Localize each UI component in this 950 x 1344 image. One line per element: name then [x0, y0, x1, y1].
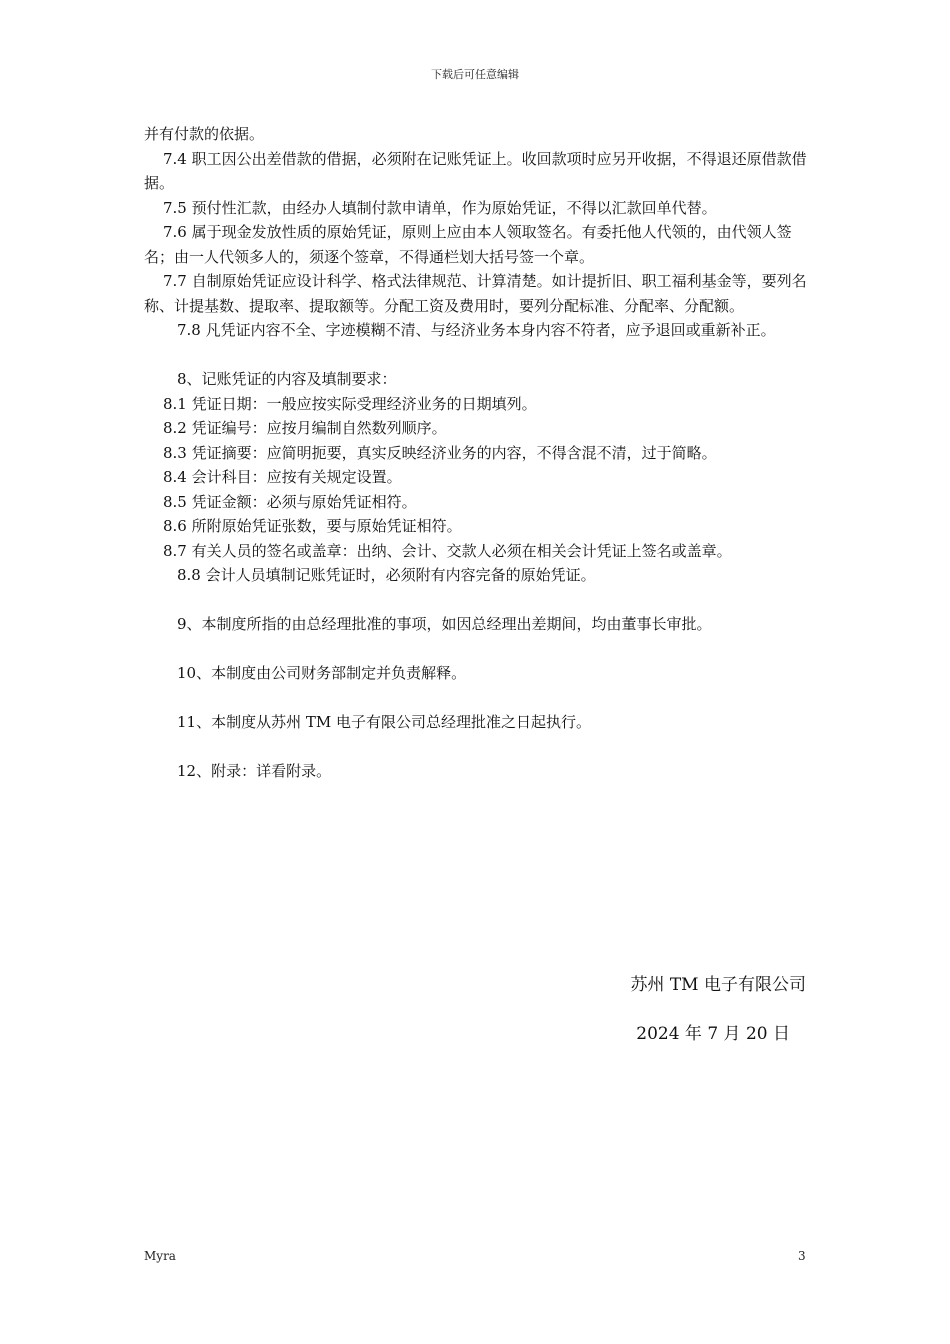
clause-7-5: 7.5 预付性汇款，由经办人填制付款申请单，作为原始凭证，不得以汇款回单代替。: [163, 198, 717, 217]
section-9: 9、本制度所指的由总经理批准的事项，如因总经理出差期间，均由董事长审批。: [177, 615, 712, 633]
signature-company: 苏州 TM 电子有限公司: [630, 975, 806, 995]
page-number: 3: [798, 1249, 806, 1263]
footer-author: Myra: [144, 1249, 176, 1263]
clause-7-7: 7.7 自制原始凭证应设计科学、格式法律规范、计算清楚。如计提折旧、职工福利基金等，要列名称、计提基数、提取率、提取额等。分配工资及费用时，要列分配标准、分配率、分配额。: [144, 272, 807, 315]
clause-7-6: 7.6 属于现金发放性质的原始凭证，原则上应由本人领取签名。有委托他人代领的，由代领人签名；由一人代领多人的，须逐个签章，不得通栏划大括号签一个章。: [144, 223, 792, 266]
clause-8-6: 8.6 所附原始凭证张数，要与原始凭证相符。: [163, 517, 462, 535]
clause-8-1: 8.1 凭证日期：一般应按实际受理经济业务的日期填列。: [163, 394, 537, 413]
clause-8-4: 8.4 会计科目：应按有关规定设置。: [163, 468, 402, 486]
clause-7-8: 7.8 凡凭证内容不全、字迹模糊不清、与经济业务本身内容不符者，应予退回或重新补正。: [177, 321, 776, 339]
section-10: 10、本制度由公司财务部制定并负责解释。: [177, 664, 467, 682]
clause-8-8: 8.8 会计人员填制记账凭证时，必须附有内容完备的原始凭证。: [177, 566, 596, 584]
document-body: [144, 122, 809, 784]
clause-8-5: 8.5 凭证金额：必须与原始凭证相符。: [163, 492, 417, 511]
section-12: 12、附录：详看附录。: [177, 762, 332, 780]
page-header: 下载后可任意编辑: [431, 68, 519, 81]
clause-7-4: 7.4 职工因公出差借款的借据，必须附在记账凭证上。收回款项时应另开收据，不得退还原借款借据。: [144, 149, 807, 192]
section-8-heading: 8、记账凭证的内容及填制要求：: [177, 370, 397, 388]
signature-date: 2024 年 7 月 20 日: [636, 1024, 790, 1044]
clause-8-7: 8.7 有关人员的签名或盖章：出纳、会计、交款人必须在相关会计凭证上签名或盖章。: [163, 541, 732, 560]
section-11: 11、本制度从苏州 TM 电子有限公司总经理批准之日起执行。: [177, 713, 591, 731]
clause-8-3: 8.3 凭证摘要：应简明扼要，真实反映经济业务的内容，不得含混不清，过于简略。: [163, 443, 717, 462]
paragraph-continuation: 并有付款的依据。: [144, 125, 265, 143]
clause-8-2: 8.2 凭证编号：应按月编制自然数列顺序。: [163, 419, 447, 437]
